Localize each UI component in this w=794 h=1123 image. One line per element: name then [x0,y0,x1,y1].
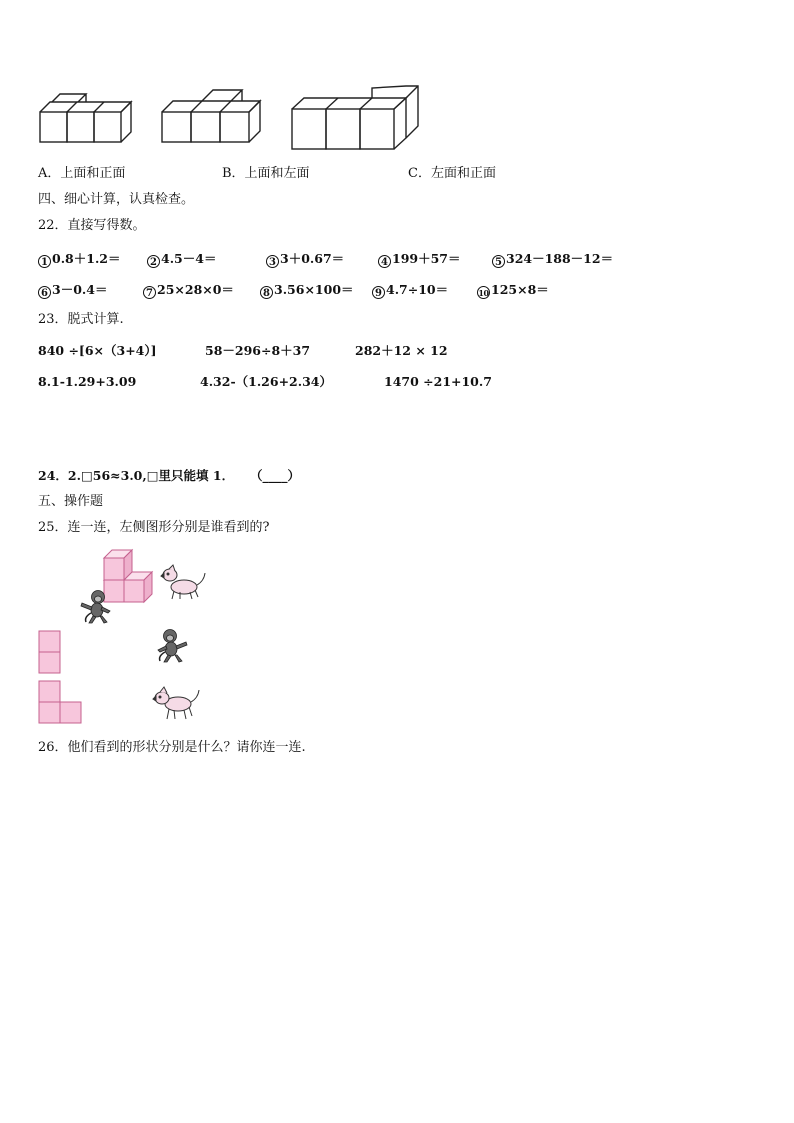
circled-number: 2 [147,255,160,268]
circled-number: 9 [372,286,385,299]
q25-title: 25．连一连，左侧图形分别是谁看到的? [38,520,270,535]
circled-number: 1 [38,255,51,268]
cube-figure-a [38,92,134,148]
q22-item-10 [477,282,549,299]
q22-item-1 [38,251,121,268]
expression: 3＋0.67＝ [280,251,345,266]
expression: 199＋57＝ [392,251,461,266]
q23-expr: 840 ÷[6×（3+4）] [38,343,157,358]
view-shape-l [38,680,82,724]
circled-number: 7 [143,286,156,299]
option-c: C．左面和正面 [408,166,496,181]
q23-expr: 282＋12 × 12 [355,343,448,358]
expression: 25×28×0＝ [157,282,234,297]
q22-item-6 [38,282,107,299]
expression: 0.8＋1.2＝ [52,251,121,266]
section4-title: 四、细心计算，认真检查。 [38,192,195,207]
q22-item-8 [260,282,354,299]
circled-number: 5 [492,255,505,268]
q22-item-4 [378,251,461,268]
expression: 4.7÷10＝ [386,282,449,297]
q24-text: 24．2.□56≈3.0,□里只能填 1． [38,468,235,483]
dog-icon [160,563,208,601]
expression: 324－188－12＝ [506,251,614,266]
q22-item-7 [143,282,234,299]
expression: 125×8＝ [491,282,549,297]
q23-expr: 58－296÷8＋37 [205,343,311,358]
cube-figure-c [290,84,422,152]
circled-number: 6 [38,286,51,299]
q23-title: 23．脱式计算. [38,312,124,327]
expression: 4.5－4＝ [161,251,217,266]
expression: 3.56×100＝ [274,282,354,297]
option-a: A．上面和正面 [38,166,126,181]
q22-item-3 [266,251,344,268]
q22-item-2 [147,251,216,268]
q22-title: 22．直接写得数。 [38,218,146,233]
q22-item-9 [372,282,448,299]
q23-expr: 1470 ÷21+10.7 [384,374,492,389]
q22-item-5 [492,251,613,268]
circled-number: 4 [378,255,391,268]
q23-expr: 4.32-（1.26+2.34） [200,374,332,389]
expression: 3－0.4＝ [52,282,108,297]
dog-icon [152,686,202,722]
circled-number: 3 [266,255,279,268]
monkey-icon [154,628,190,664]
circled-number: 8 [260,286,273,299]
q24-answer-blank[interactable]: （____） [250,468,301,483]
section5-title: 五、操作题 [38,494,104,509]
option-b: B．上面和左面 [222,166,310,181]
view-shape-vertical [38,630,62,674]
q26-title: 26．他们看到的形状分别是什么？请你连一连. [38,740,306,755]
monkey-icon [78,589,114,625]
q23-expr: 8.1-1.29+3.09 [38,374,137,389]
circled-number: 10 [478,288,489,298]
cube-figure-b [160,88,266,148]
